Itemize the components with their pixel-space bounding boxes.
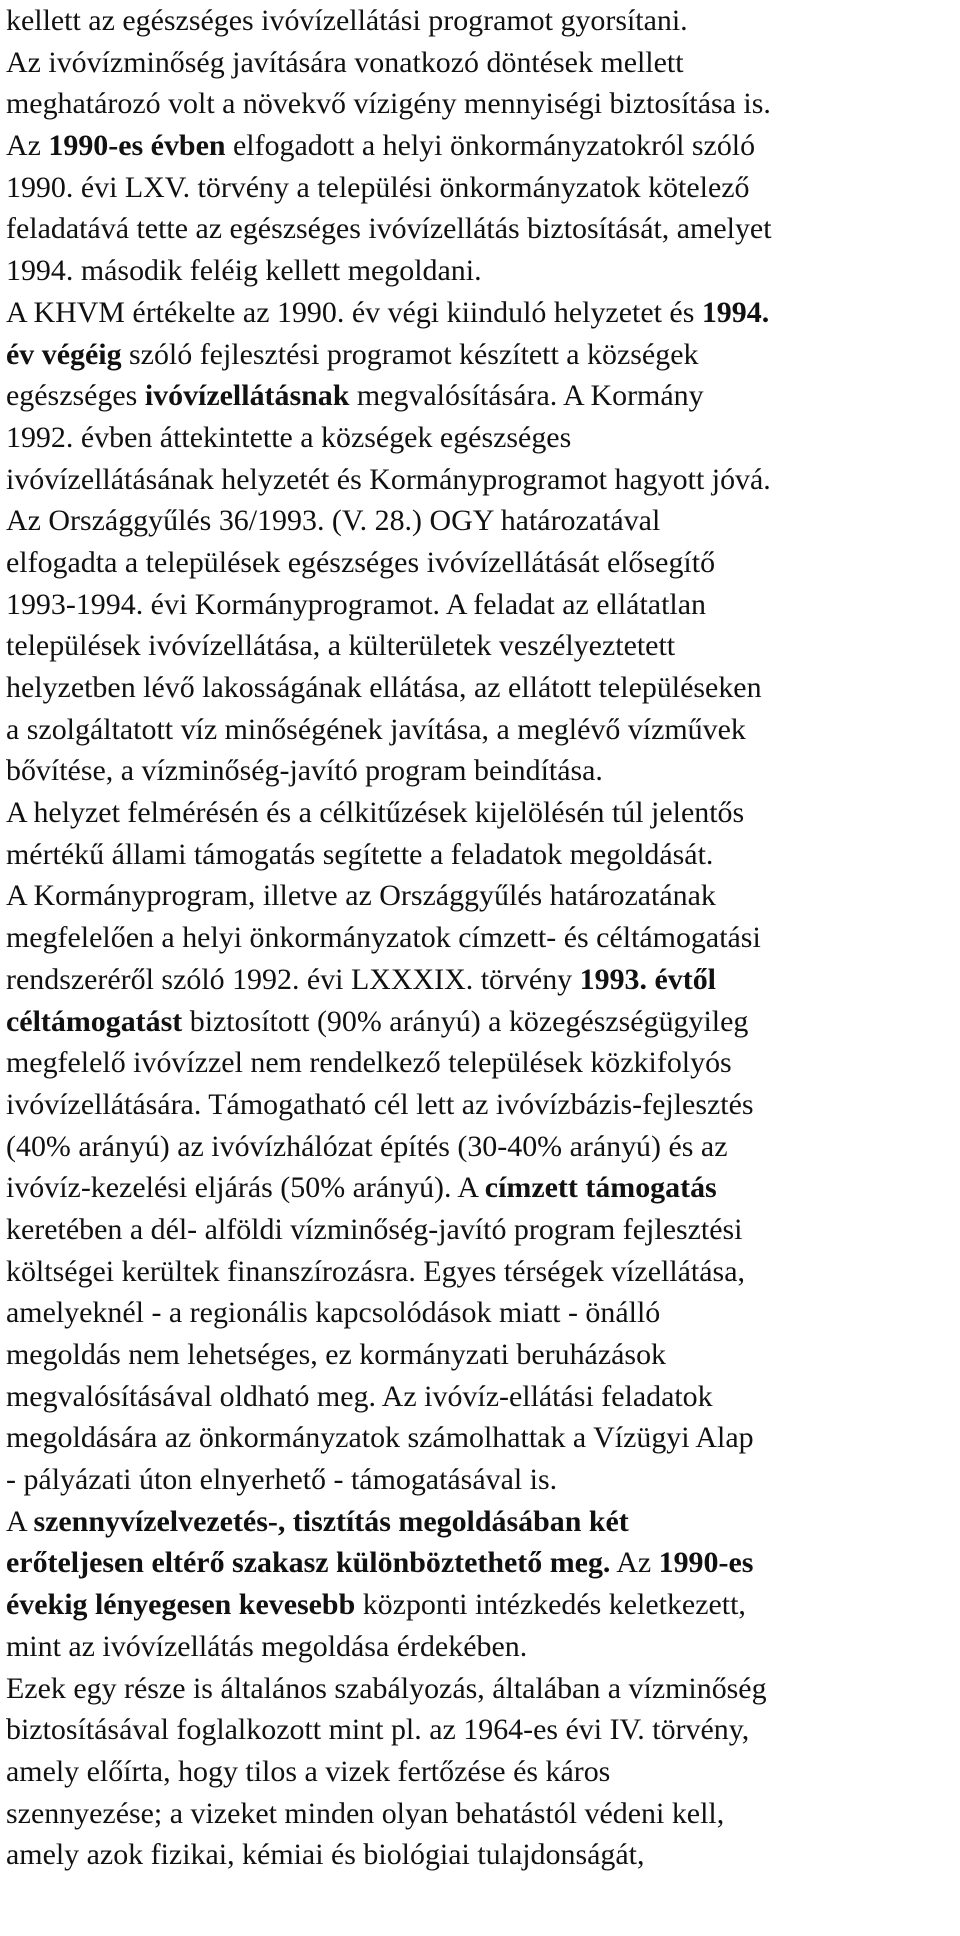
bold-text-segment: címzett támogatás — [484, 1171, 717, 1205]
text-segment: amely előírta, hogy tilos a vizek fertőzése és káros — [6, 1754, 611, 1788]
text-segment: amely azok fizikai, kémiai és biológiai tulajdonságát, — [6, 1838, 645, 1872]
text-segment: meghatározó volt a növekvő vízigény mennyiségi biztosítása is. — [6, 87, 771, 121]
text-segment: mint az ivóvízellátás megoldása érdekében. — [6, 1629, 528, 1663]
text-segment: A — [6, 1504, 34, 1538]
text-line — [6, 459, 952, 501]
text-line — [6, 959, 952, 1001]
bold-text-segment: céltámogatást — [6, 1004, 183, 1038]
text-segment: mértékű állami támogatás segítette a feladatok megoldását. — [6, 837, 714, 871]
text-line — [6, 417, 952, 459]
text-segment: elfogadott a helyi önkormányzatokról szóló — [225, 129, 756, 163]
text-segment: megoldás nem lehetséges, ez kormányzati beruházások — [6, 1338, 667, 1371]
text-line — [6, 792, 952, 834]
text-segment: elfogadta a települések egészséges ivóvízellátását elősegítő — [6, 545, 716, 579]
text-segment: (40% arányú) az ivóvízhálózat építés (30-40% arányú) és az — [6, 1129, 728, 1163]
text-line — [6, 1501, 952, 1543]
text-line — [6, 1251, 952, 1293]
text-segment: amelyeknél - a regionális kapcsolódások miatt - önálló — [6, 1296, 661, 1330]
text-segment: megoldására az önkormányzatok számolhattak a Vízügyi Alap — [6, 1421, 754, 1455]
text-line — [6, 875, 952, 917]
bold-text-segment: ivóvízellátásnak — [144, 379, 350, 413]
text-line — [6, 917, 952, 959]
text-line — [6, 1376, 952, 1418]
text-segment: feladatává tette az egészséges ivóvízellátás biztosítását, amelyet — [6, 212, 772, 246]
text-segment: szennyezése; a vizeket minden olyan behatástól védeni kell, — [6, 1796, 725, 1830]
text-segment: szóló fejlesztési programot készített a községek — [121, 337, 699, 371]
text-segment: megfelelő ivóvízzel nem rendelkező települések közkifolyós — [6, 1046, 732, 1080]
text-segment: Ezek egy része is általános szabályozás, általában a vízminőség — [6, 1671, 767, 1705]
text-line — [6, 834, 952, 876]
document-page — [6, 0, 954, 1876]
text-line — [6, 1209, 952, 1251]
text-segment: megvalósítására. A Kormány — [349, 379, 704, 413]
bold-text-segment: szennyvízelvezetés-, tisztítás megoldásában két — [33, 1504, 629, 1538]
text-segment: Az Országgyűlés 36/1993. (V. 28.) OGY határozatával — [6, 504, 661, 538]
text-segment: - pályázati úton elnyerhető - támogatásával is. — [6, 1463, 558, 1497]
text-line — [6, 709, 952, 751]
bold-text-segment: 1990-es — [658, 1546, 754, 1580]
bold-text-segment: 1993. évtől — [579, 962, 716, 996]
text-line — [6, 1001, 952, 1043]
text-segment: A Kormányprogram, illetve az Országgyűlés határozatának — [6, 879, 716, 913]
text-segment: rendszeréről szóló 1992. évi LXXXIX. törvény — [6, 962, 580, 996]
bold-text-segment: év végéig — [6, 337, 122, 371]
text-segment: települések ivóvízellátása, a külterületek veszélyeztetett — [6, 629, 676, 663]
text-segment: ivóvízellátásának helyzetét és Kormányprogramot hagyott jóvá. — [6, 462, 771, 496]
text-line — [6, 42, 952, 84]
bold-text-segment: 1994. — [701, 295, 770, 329]
text-line — [6, 1334, 952, 1376]
text-line — [6, 1751, 952, 1793]
text-line — [6, 0, 952, 42]
text-line — [6, 292, 952, 334]
text-line — [6, 1167, 952, 1209]
bold-text-segment: erőteljesen eltérő szakasz különböztethető meg. — [6, 1546, 611, 1580]
text-segment: megfelelően a helyi önkormányzatok címzett- és céltámogatási — [6, 921, 761, 955]
text-segment: központi intézkedés keletkezett, — [355, 1588, 746, 1622]
text-line — [6, 375, 952, 417]
text-line — [6, 667, 952, 709]
text-segment: keretében a dél- alföldi vízminőség-javító program fejlesztési — [6, 1212, 743, 1246]
text-segment: 1993-1994. évi Kormányprogramot. A feladat az ellátatlan — [6, 587, 706, 621]
text-line — [6, 542, 952, 584]
text-line — [6, 584, 952, 626]
text-segment: 1992. évben áttekintette a községek egészséges — [6, 420, 572, 454]
text-line — [6, 1584, 952, 1626]
text-line — [6, 125, 952, 167]
text-line — [6, 1084, 952, 1126]
text-segment: egészséges — [6, 379, 145, 413]
bold-text-segment: évekig lényegesen kevesebb — [6, 1588, 356, 1622]
text-line — [6, 1417, 952, 1459]
text-line — [6, 625, 952, 667]
text-line — [6, 1126, 952, 1168]
text-line — [6, 1459, 952, 1501]
text-line — [6, 1626, 952, 1668]
text-segment: Az — [610, 1546, 659, 1580]
text-line — [6, 500, 952, 542]
text-line — [6, 334, 952, 376]
text-segment: bővítése, a vízminőség-javító program beindítása. — [6, 754, 603, 788]
text-segment: A KHVM értékelte az 1990. év végi kiinduló helyzetet és — [6, 295, 702, 329]
text-segment: megvalósításával oldható meg. Az ivóvíz-ellátási feladatok — [6, 1379, 713, 1413]
text-line — [6, 1793, 952, 1835]
text-line — [6, 1292, 952, 1334]
text-segment: ivóvízellátására. Támogatható cél lett az ivóvízbázis-fejlesztés — [6, 1087, 754, 1121]
text-line — [6, 208, 952, 250]
text-line — [6, 167, 952, 209]
text-segment: 1994. második feléig kellett megoldani. — [6, 254, 482, 288]
text-segment: biztosított (90% arányú) a közegészségügyileg — [182, 1004, 749, 1038]
text-segment: 1990. évi LXV. törvény a települési önkormányzatok kötelező — [6, 170, 750, 204]
text-segment: A helyzet felmérésén és a célkitűzések kijelölésén túl jelentős — [6, 796, 745, 830]
text-segment: biztosításával foglalkozott mint pl. az 1964-es évi IV. törvény, — [6, 1713, 750, 1747]
text-line — [6, 1042, 952, 1084]
text-line — [6, 1709, 952, 1751]
text-segment: kellett az egészséges ivóvízellátási programot gyorsítani. — [6, 4, 688, 37]
text-line — [6, 1542, 952, 1584]
text-line — [6, 750, 952, 792]
text-segment: ivóvíz-kezelési eljárás (50% arányú). A — [6, 1171, 485, 1205]
text-line — [6, 250, 952, 292]
text-segment: a szolgáltatott víz minőségének javítása, a meglévő vízművek — [6, 712, 746, 746]
text-segment: Az ivóvízminőség javítására vonatkozó döntések mellett — [6, 45, 684, 79]
text-line — [6, 1834, 952, 1876]
text-segment: Az — [6, 129, 49, 163]
text-line — [6, 1668, 952, 1710]
text-segment: helyzetben lévő lakosságának ellátása, az ellátott településeken — [6, 671, 762, 704]
text-line — [6, 83, 952, 125]
bold-text-segment: 1990-es évben — [48, 129, 226, 163]
text-segment: költségei kerültek finanszírozásra. Egyes térségek vízellátása, — [6, 1254, 745, 1288]
